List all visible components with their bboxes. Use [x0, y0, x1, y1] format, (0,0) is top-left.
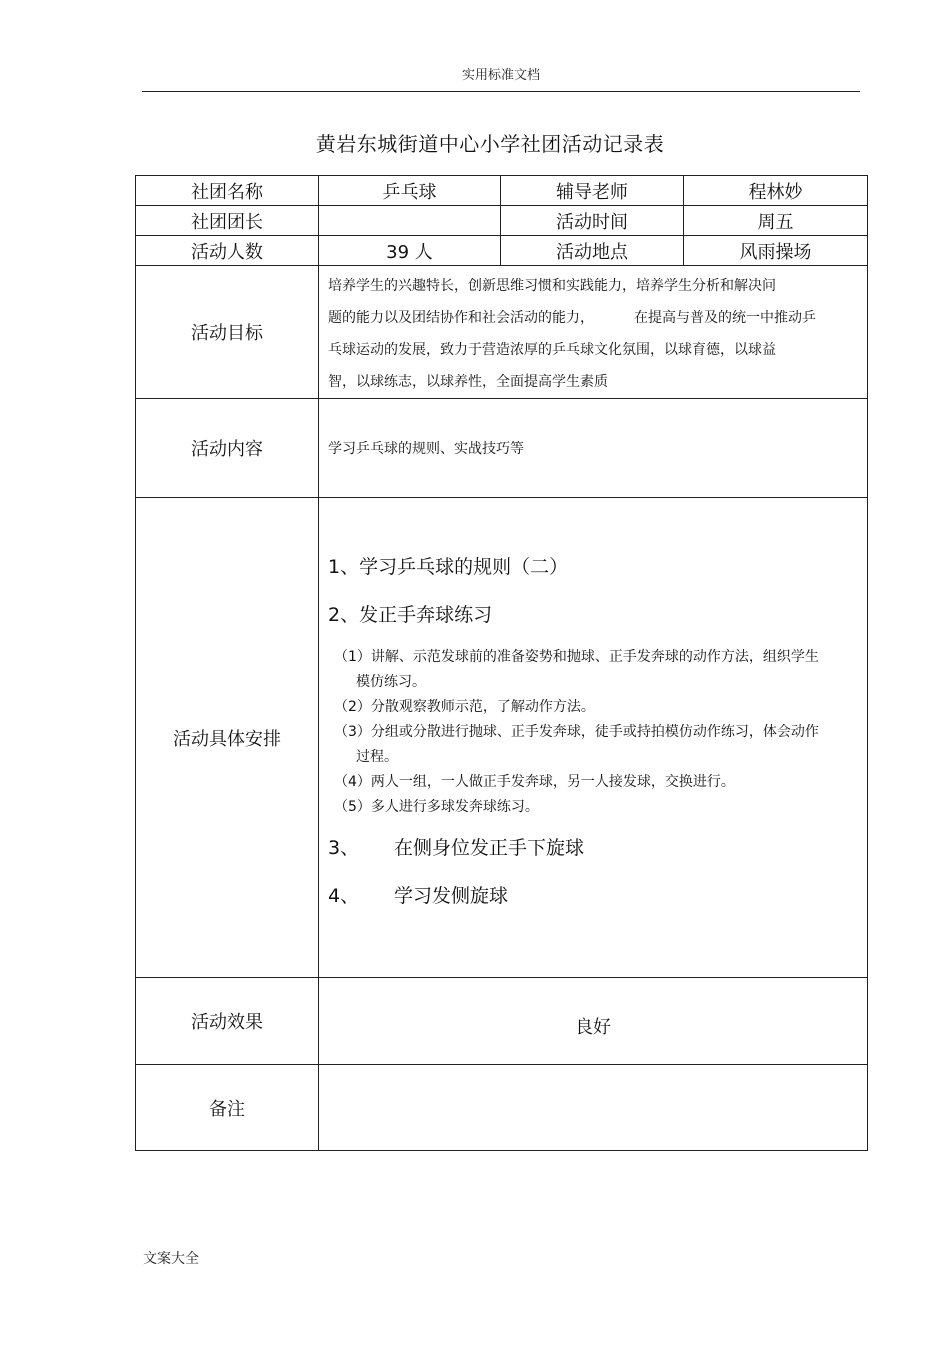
arrangement-cell [319, 498, 868, 978]
header-divider [142, 91, 860, 92]
goal-cell [319, 266, 868, 399]
arrangement-subitem: （4）两人一组，一人做正手发奔球，另一人接发球，交换进行。 [334, 774, 735, 790]
goal-line: 智，以球练志，以球养性，全面提高学生素质 [328, 374, 608, 390]
remarks-label: 备注 [136, 1065, 319, 1151]
arrangement-subitem: （5）多人进行多球发奔球练习。 [334, 799, 539, 815]
effect-label: 活动效果 [136, 978, 319, 1065]
time-value: 周五 [684, 206, 868, 236]
content-text: 学习乒乓球的规则、实战技巧等 [328, 441, 524, 457]
club-name-label: 社团名称 [136, 176, 319, 206]
location-value: 风雨操场 [684, 236, 868, 266]
effect-value: 良好 [575, 1017, 611, 1038]
arrangement-item [328, 836, 857, 860]
arrangement-item: 2、发正手奔球练习 [328, 604, 493, 626]
page-footer: 文案大全 [143, 1251, 199, 1267]
item-text: 在侧身位发正手下旋球 [394, 837, 585, 859]
goal-line: 题的能力以及团结协作和社会活动的能力， 在提高与普及的统一中推动乒 [328, 310, 817, 326]
arrangement-label: 活动具体安排 [136, 498, 319, 978]
item-number: 3、 [328, 837, 360, 859]
goal-label: 活动目标 [136, 266, 319, 399]
content-label: 活动内容 [136, 399, 319, 498]
effect-cell [319, 978, 868, 1065]
content-cell [319, 399, 868, 498]
item-text: 学习发侧旋球 [394, 885, 509, 907]
remarks-value [319, 1065, 868, 1151]
arrangement-item: 1、学习乒乓球的规则（二） [328, 556, 569, 578]
count-label: 活动人数 [136, 236, 319, 266]
advisor-value: 程林妙 [684, 176, 868, 206]
club-name-value: 乒乓球 [319, 176, 501, 206]
item-number: 4、 [328, 885, 360, 907]
advisor-label: 辅导老师 [501, 176, 684, 206]
location-label: 活动地点 [501, 236, 684, 266]
document-title: 黄岩东城街道中心小学社团活动记录表 [315, 132, 665, 156]
page-header: 实用标准文档 [461, 68, 540, 83]
count-value: 39 人 [319, 236, 501, 266]
activity-record-table [135, 175, 868, 1151]
leader-value [319, 206, 501, 236]
leader-label: 社团团长 [136, 206, 319, 236]
arrangement-subitem: （1）讲解、示范发球前的准备姿势和抛球、正手发奔球的动作方法，组织学生模仿练习。 [334, 649, 819, 690]
arrangement-item [328, 884, 857, 908]
time-label: 活动时间 [501, 206, 684, 236]
goal-text [319, 266, 867, 398]
arrangement-subitem: （3）分组或分散进行抛球、正手发奔球，徒手或持拍模仿动作练习，体会动作过程。 [334, 724, 819, 765]
arrangement-subitem: （2）分散观察教师示范，了解动作方法。 [334, 699, 595, 715]
goal-line: 乓球运动的发展，致力于营造浓厚的乒乓球文化氛围，以球育德，以球益 [328, 342, 776, 358]
goal-line: 培养学生的兴趣特长，创新思维习惯和实践能力，培养学生分析和解决问 [328, 278, 776, 294]
